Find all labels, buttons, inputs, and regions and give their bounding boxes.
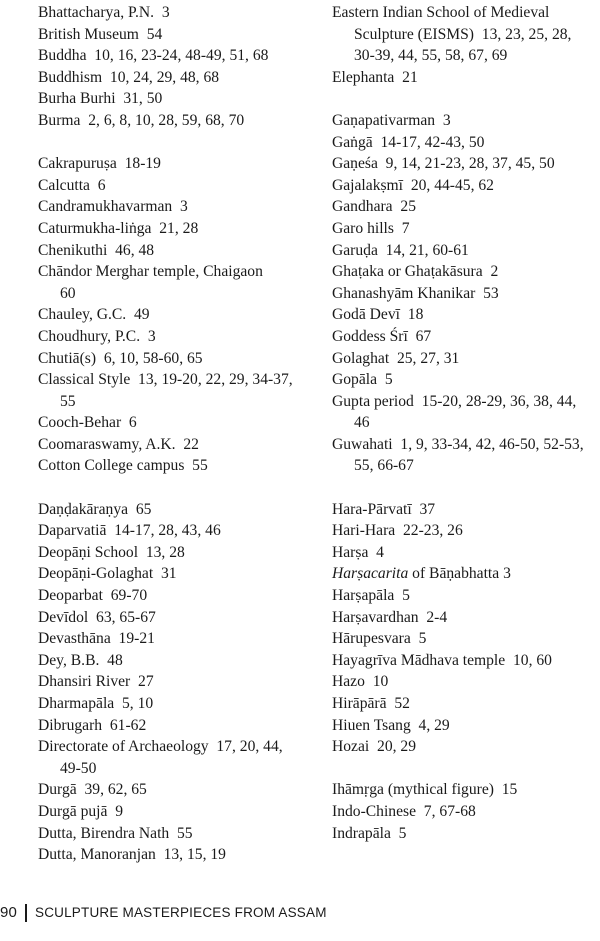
index-entry-text: Harṣa 4 <box>332 543 384 561</box>
index-entry <box>332 132 592 154</box>
index-entry-text: Buddhism 10, 24, 29, 48, 68 <box>38 68 220 86</box>
index-entry-text: Guwahati 1, 9, 33-34, 42, 46-50, 52-53, <box>332 435 584 453</box>
index-entry-text: Cakrapuruṣa 18-19 <box>38 155 161 173</box>
index-entry-text: Hazo 10 <box>332 673 389 691</box>
index-entry-text: Cotton College campus 55 <box>38 457 208 475</box>
index-entry-text: Chāndor Merghar temple, Chaigaon <box>38 263 263 281</box>
index-entry-text: Devasthāna 19-21 <box>38 630 155 648</box>
index-entry-text: Directorate of Archaeology 17, 20, 44, <box>38 738 283 756</box>
index-entry <box>332 779 592 801</box>
index-entry-text: Gopāla 5 <box>332 371 393 389</box>
index-entry <box>332 542 592 564</box>
index-entry <box>332 520 592 542</box>
index-entry-text: Buddha 10, 16, 23-24, 48-49, 51, 68 <box>38 47 269 65</box>
index-entry-text: Gaṅgā 14-17, 42-43, 50 <box>332 133 485 151</box>
index-entry <box>38 693 300 715</box>
index-entry-text: Durgā pujā 9 <box>38 802 124 820</box>
index-entry <box>38 563 300 585</box>
index-entry <box>38 196 300 218</box>
index-entry-text: Garuḍa 14, 21, 60-61 <box>332 241 469 259</box>
index-entry <box>38 153 300 175</box>
italic-title: Harṣacarita <box>332 565 409 583</box>
index-entry-text: Burha Burhi 31, 50 <box>38 90 163 108</box>
index-entry-continuation: 55 <box>60 392 76 410</box>
index-entry-text: Hozai 20, 29 <box>332 738 417 756</box>
index-entry <box>332 218 592 240</box>
index-entry-continuation: 46 <box>354 414 370 432</box>
index-entry <box>38 801 300 823</box>
index-entry <box>332 801 592 823</box>
index-entry <box>332 736 592 758</box>
index-entry-text: Chenikuthi 46, 48 <box>38 241 155 259</box>
index-entry-text: Daṇḍakāraṇya 65 <box>38 500 152 518</box>
index-entry-text: Hari-Hara 22-23, 26 <box>332 522 463 540</box>
index-entry <box>332 153 592 175</box>
letter-group-gap <box>332 477 592 499</box>
index-entry <box>38 542 300 564</box>
index-entry <box>332 304 592 326</box>
index-entry <box>332 499 592 521</box>
index-entry-text: Garo hills 7 <box>332 219 410 237</box>
index-entry-continuation: 30-39, 44, 55, 58, 67, 69 <box>354 47 508 65</box>
index-entry <box>332 607 592 629</box>
index-entry <box>332 715 592 737</box>
index-entry <box>38 67 300 89</box>
index-entry <box>332 585 592 607</box>
index-entry-text: Goddess Śrī 67 <box>332 327 432 345</box>
index-entry <box>38 823 300 845</box>
index-entry-text: Ghanashyām Khanikar 53 <box>332 284 499 302</box>
index-entry-text: Ghaṭaka or Ghaṭakāsura 2 <box>332 263 499 281</box>
index-entry-text: Gupta period 15-20, 28-29, 36, 38, 44, <box>332 392 577 410</box>
index-entry-text: Coomaraswamy, A.K. 22 <box>38 435 199 453</box>
index-entry <box>38 520 300 542</box>
index-entry <box>38 779 300 801</box>
index-entry <box>332 261 592 283</box>
index-entry-text: Dutta, Manoranjan 13, 15, 19 <box>38 846 226 864</box>
index-entry <box>38 88 300 110</box>
index-entry <box>38 455 300 477</box>
index-entry <box>38 607 300 629</box>
index-entry-text: Chauley, G.C. 49 <box>38 306 150 324</box>
index-entry <box>38 434 300 456</box>
index-entry-text: Dey, B.B. 48 <box>38 651 123 669</box>
index-entry-text: Caturmukha-liṅga 21, 28 <box>38 219 199 237</box>
index-entry <box>38 628 300 650</box>
index-entry-continuation: 49-50 <box>60 759 97 777</box>
index-entry-text: Daparvatiā 14-17, 28, 43, 46 <box>38 522 221 540</box>
index-entry-text: Dibrugarh 61-62 <box>38 716 147 734</box>
index-entry-text: Harṣacarita of Bāṇabhatta 3 <box>332 565 511 583</box>
index-entry <box>38 218 300 240</box>
index-entry-text: Cooch-Behar 6 <box>38 414 137 432</box>
index-entry-text: Gaṇeśa 9, 14, 21-23, 28, 37, 45, 50 <box>332 155 555 173</box>
index-entry-text: Deoparbat 69-70 <box>38 587 148 605</box>
index-entry <box>38 844 300 866</box>
index-entry <box>38 326 300 348</box>
index-entry-text: Choudhury, P.C. 3 <box>38 327 156 345</box>
index-entry <box>332 348 592 370</box>
index-entry <box>38 348 300 370</box>
index-entry-text: Deopāṇi School 13, 28 <box>38 543 185 561</box>
index-column-right <box>332 2 592 844</box>
index-entry-continuation: 55, 66-67 <box>354 457 414 475</box>
letter-group-gap <box>332 88 592 110</box>
letter-group-gap <box>38 477 300 499</box>
page-number: 90 <box>0 904 18 921</box>
index-entry <box>332 823 592 845</box>
index-entry-text: Gajalakṣmī 20, 44-45, 62 <box>332 176 494 194</box>
index-entry <box>332 628 592 650</box>
index-entry <box>38 499 300 521</box>
index-entry-text: Gandhara 25 <box>332 198 416 216</box>
index-entry <box>332 391 592 434</box>
index-entry-text: Dharmapāla 5, 10 <box>38 695 154 712</box>
index-entry <box>332 2 592 67</box>
index-entry <box>38 650 300 672</box>
letter-group-gap <box>332 758 592 780</box>
index-entry <box>332 240 592 262</box>
book-title: SCULPTURE MASTERPIECES FROM ASSAM <box>35 905 327 920</box>
index-entry-text: Candramukhavarman 3 <box>38 198 188 216</box>
index-entry <box>38 175 300 197</box>
index-entry-text: Gaṇapativarman 3 <box>332 111 451 129</box>
index-entry-text: Dutta, Birendra Nath 55 <box>38 824 193 842</box>
index-entry-text: Godā Devī 18 <box>332 306 424 324</box>
index-entry <box>38 2 300 24</box>
index-entry-text: Hiuen Tsang 4, 29 <box>332 716 450 734</box>
index-entry-text: Hirāpārā 52 <box>332 695 410 712</box>
index-entry-text: Bhattacharya, P.N. 3 <box>38 4 170 21</box>
index-entry-text: Harṣavardhan 2-4 <box>332 608 448 626</box>
index-entry <box>332 175 592 197</box>
index-entry <box>332 67 592 89</box>
index-entry-text: Classical Style 13, 19-20, 22, 29, 34-37, <box>38 371 293 389</box>
index-column-left <box>38 2 300 866</box>
index-entry-text: Golaghat 25, 27, 31 <box>332 349 460 367</box>
index-entry-text: Durgā 39, 62, 65 <box>38 781 147 799</box>
index-entry-text: Harṣapāla 5 <box>332 587 410 605</box>
index-entry <box>332 326 592 348</box>
index-entry-continuation: Sculpture (EISMS) 13, 23, 25, 28, <box>354 25 572 43</box>
index-entry <box>332 110 592 132</box>
index-entry-text: Eastern Indian School of Medieval <box>332 4 550 21</box>
index-entry <box>332 283 592 305</box>
index-entry-text: Dhansiri River 27 <box>38 673 154 691</box>
index-entry <box>332 434 592 477</box>
footer-divider <box>25 904 27 922</box>
index-entry-text: Hayagrīva Mādhava temple 10, 60 <box>332 651 552 669</box>
index-entry <box>332 650 592 672</box>
index-entry <box>38 736 300 779</box>
index-entry-text: Chutiā(s) 6, 10, 58-60, 65 <box>38 349 203 367</box>
index-entry <box>38 412 300 434</box>
index-entry <box>332 563 592 585</box>
index-entry <box>38 369 300 412</box>
index-entry-text: Indo-Chinese 7, 67-68 <box>332 802 476 820</box>
index-entry-continuation: 60 <box>60 284 76 302</box>
index-entry-text: Elephanta 21 <box>332 68 418 86</box>
index-entry <box>38 240 300 262</box>
index-entry-text: Hara-Pārvatī 37 <box>332 500 436 518</box>
index-entry-text: Ihāmṛga (mythical figure) 15 <box>332 781 518 799</box>
index-entry <box>38 715 300 737</box>
index-entry <box>332 196 592 218</box>
index-entry <box>38 261 300 304</box>
index-entry <box>38 45 300 67</box>
letter-group-gap <box>38 132 300 154</box>
index-entry-text: Indrapāla 5 <box>332 824 407 842</box>
index-entry-text: British Museum 54 <box>38 25 163 43</box>
index-entry <box>332 671 592 693</box>
index-entry <box>38 585 300 607</box>
index-entry <box>332 369 592 391</box>
index-entry-text: Burma 2, 6, 8, 10, 28, 59, 68, 70 <box>38 111 245 129</box>
index-entry <box>332 693 592 715</box>
index-entry <box>38 304 300 326</box>
index-entry-text: Hārupesvara 5 <box>332 630 427 648</box>
index-entry-text: Deopāṇi-Golaghat 31 <box>38 565 177 583</box>
index-entry <box>38 671 300 693</box>
index-entry <box>38 24 300 46</box>
index-entry <box>38 110 300 132</box>
index-entry-text: Calcutta 6 <box>38 176 106 194</box>
index-entry-text: Devīdol 63, 65-67 <box>38 608 156 626</box>
